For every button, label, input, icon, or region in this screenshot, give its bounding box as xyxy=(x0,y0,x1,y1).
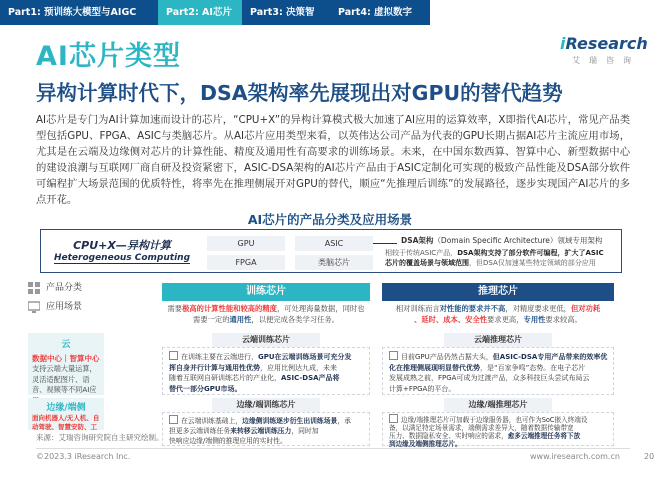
inference-cloud-txt-1-b: 但ASIC-DSA专用产品带来的效率优 xyxy=(492,353,608,361)
asic-to-dsa-arrow xyxy=(373,243,397,244)
inference-chip-header: 推理芯片 xyxy=(382,283,614,301)
edge-category-head: 面向机器人/无人机、自动驾驶、智慧安防、工 xyxy=(32,414,100,431)
tab-part3[interactable]: Part3: 决策智能 xyxy=(242,0,330,25)
logo-i: i xyxy=(560,34,566,53)
tab-part2[interactable]: Part2: AI芯片 xyxy=(158,0,242,25)
training-edge-txt-4: ，同时加 xyxy=(291,427,319,435)
inference-cloud-text xyxy=(389,351,611,394)
inference-desc-1: 相对训练而言 xyxy=(395,304,440,313)
top-tab-bar xyxy=(0,0,660,43)
training-edge-txt-1-b: 边缘侧训练逐步衍生出训练场景 xyxy=(242,417,338,425)
training-edge-panel xyxy=(162,412,370,446)
training-cloud-text xyxy=(169,351,365,394)
dsa-desc-1-bold: DSA架构支持了部分软件可编程，扩大了ASIC xyxy=(457,249,604,257)
logo-wordmark xyxy=(560,34,648,53)
dsa-label-name: DSA架构 xyxy=(401,236,434,245)
heterogeneous-computing-label xyxy=(47,237,197,263)
training-cloud-txt-3: 随着互联网自研训练芯片的产业化， xyxy=(169,374,281,382)
tab-part1[interactable]: Part1: 预训练大模型与AIGC xyxy=(0,0,158,25)
training-edge-txt-1: 在云端训练基础上， xyxy=(181,417,243,425)
dsa-desc-2-rest: ，但DSA仅加速某些特定领域的部分应用 xyxy=(469,259,596,267)
chip-gpu: GPU xyxy=(207,236,285,251)
footer-copyright: ©2023.3 iResearch Inc. xyxy=(36,452,131,461)
tab-part4[interactable]: Part4: 虚拟数字人 xyxy=(330,0,430,25)
inference-edge-txt-2: 备，以满足特定场景需求，端侧需求差异大，随着数据传输带宽 xyxy=(389,424,574,432)
training-cloud-txt-3-b: ASIC-DSA产品将 xyxy=(281,374,340,382)
inference-desc-1-blue: 对性能的要求并不高 xyxy=(439,304,506,313)
training-edge-txt-5: 快响应边缘/端侧的推理应用的实时性。 xyxy=(169,437,287,445)
source-note: 来源：艾瑞咨询研究院自主研究绘制。 xyxy=(36,433,164,442)
checkbox-icon xyxy=(169,351,178,360)
inference-edge-txt-1: 边缘/端推理芯片可加载于边缘服务器，也可作为SoC嵌入终端设 xyxy=(401,416,588,424)
inference-edge-text xyxy=(389,414,611,448)
training-edge-txt-2: ，承 xyxy=(337,417,351,425)
inference-desc-1-rest: ，对精度要求更低， xyxy=(505,304,571,313)
inference-desc-2-rest: 要求更高， xyxy=(487,315,524,324)
intro-paragraph: AI芯片是专门为AI计算加速而设计的芯片，“CPU+X”的异构计算模式极大加速了AI应用的运算效率，X即指代AI芯片，常见产品类型包括GPU、FPGA、ASIC与类脑芯片。从AI芯片应用类型来看，以英伟达公司产品为代表的GPU长期占据AI芯片主流应用市场，尤其是在云端及边缘侧对芯片的计算性能、精度及通用性有高要求的训练场景。未来，在中国东数西算、智算中心、新型数据中心的建设浪潮与互联网厂商自研及投资紧密下，ASIC-DSA架构的AI芯片产品由于ASIC定制化可实现的极致产品性能及DSA部分软件可编程扩大场景范围的优质特性，将率先在推理侧展开对GPU的替代，顺应“先推理后训练”的发展路径，逐步实现国产AI芯片的多点开花。 xyxy=(36,114,630,206)
edge-category xyxy=(28,398,104,430)
checkbox-icon xyxy=(389,414,398,423)
dsa-description xyxy=(385,248,617,268)
training-desc-1: 需要 xyxy=(167,304,183,313)
inference-edge-txt-4-b: 到边缘及端侧推理芯片。 xyxy=(389,440,462,448)
training-edge-text xyxy=(169,415,365,446)
training-desc-2-rest: ，以便完成各类学习任务。 xyxy=(251,315,339,324)
checkbox-icon xyxy=(169,415,178,424)
monitor-icon xyxy=(28,301,40,313)
training-edge-txt-3-b: 来转移云端训练压力 xyxy=(230,427,292,435)
footer-website[interactable]: www.iresearch.com.cn xyxy=(530,452,620,461)
tab-bar-fill xyxy=(430,0,660,25)
heterogeneous-en xyxy=(47,253,197,263)
inference-desc-2-red: 、延时、成本、安全性 xyxy=(414,315,488,324)
scenario-label xyxy=(28,299,106,315)
chip-fpga: FPGA xyxy=(207,255,285,270)
training-cloud-txt-1: 在训练主要在云端进行， xyxy=(181,353,258,361)
inference-desc-2-end: 要求较高。 xyxy=(545,315,582,324)
page-subtitle: 异构计算时代下，DSA架构率先展现出对GPU的替代趋势 xyxy=(36,81,563,105)
checkbox-icon xyxy=(389,351,398,360)
edge-category-name: 边缘/端侧 xyxy=(46,403,86,413)
training-cloud-txt-2-b: 挥自身并行计算与通用性优势 xyxy=(169,363,260,372)
page-number: 20 xyxy=(644,452,655,461)
inference-cloud-txt-3: 发展成熟之前，FPGA可成为过渡产品，众多科技巨头尝试布局云 xyxy=(389,374,590,382)
inference-cloud-txt-4: 计算+FPGA的平台。 xyxy=(389,384,456,393)
inference-desc-1-red: 但对功耗 xyxy=(570,304,601,313)
classification-box xyxy=(40,229,622,273)
heterogeneous-cn: CPU+X—异构计算 xyxy=(73,239,171,252)
heterogeneous-en-text: Heterogeneous Computing xyxy=(53,253,191,263)
product-category-text: 产品分类 xyxy=(46,283,83,293)
grid-icon xyxy=(28,282,40,294)
side-labels xyxy=(28,280,106,315)
inference-cloud-txt-2-b: 化在推理侧展现明显替代优势 xyxy=(389,363,480,372)
training-cloud-txt-4-b: 替代一部分GPU市场。 xyxy=(169,384,242,393)
inference-edge-panel xyxy=(382,412,614,446)
chip-asic: ASIC xyxy=(295,236,373,251)
inference-desc-2-blue: 专用性 xyxy=(523,315,546,324)
inference-edge-txt-3-b: 愈多云端推理任务将下放 xyxy=(507,432,581,440)
inference-cloud-txt-1: 目前GPU产品仍然占据大头， xyxy=(401,353,493,361)
cloud-category-name: 云 xyxy=(61,340,71,350)
footer-divider xyxy=(36,448,630,449)
inference-cloud-header: 云端推理芯片 xyxy=(444,333,552,347)
cloud-category xyxy=(28,333,104,395)
page-title: AI芯片类型 xyxy=(36,41,181,72)
training-requirements xyxy=(162,303,370,325)
inference-edge-txt-3: 压力、数据隐私安全、实时响应的需求， xyxy=(389,432,508,440)
training-chip-header: 训练芯片 xyxy=(162,283,370,301)
dsa-desc-1-pre: 相较于传统ASIC产品， xyxy=(385,249,458,257)
inference-edge-header: 边缘/端推理芯片 xyxy=(444,398,552,412)
product-category-label xyxy=(28,280,106,296)
training-cloud-header: 云端训练芯片 xyxy=(212,333,320,347)
logo-research: Research xyxy=(565,34,648,53)
dsa-label-full: （Domain Specific Architecture）领域专用架构 xyxy=(433,236,603,245)
cloud-category-head: 数据中心｜智算中心 xyxy=(32,354,100,363)
scenario-text: 应用场景 xyxy=(46,302,83,312)
inference-cloud-txt-2: ，是“百家争鸣”态势。在电子芯片 xyxy=(480,363,586,372)
dsa-desc-2-bold: 芯片的覆盖场景与领域范围 xyxy=(385,259,469,267)
inference-requirements xyxy=(382,303,614,325)
logo-subtitle: 艾瑞咨询 xyxy=(572,56,640,65)
training-desc-1-rest: ，可处理海量数据，同时也 xyxy=(276,304,365,313)
training-cloud-panel xyxy=(162,347,370,395)
dsa-label xyxy=(401,235,602,246)
training-cloud-txt-1-b: GPU在云端训练场景可充分发 xyxy=(258,353,352,361)
chip-brain: 类脑芯片 xyxy=(295,255,373,270)
training-edge-txt-3: 担更多云端训练任务 xyxy=(169,427,231,435)
training-edge-header: 边缘/端训练芯片 xyxy=(212,398,320,412)
cloud-category-body: 支持云端大量运算，灵活适配图片、语音、视频等不同AI应 xyxy=(32,364,97,394)
inference-cloud-panel xyxy=(382,347,614,395)
training-cloud-txt-2: ，应用比例达九成，未来 xyxy=(260,363,337,372)
training-desc-2: 需要一定的 xyxy=(193,315,230,324)
training-desc-1-red: 极高的计算性能和较高的精度 xyxy=(182,304,277,313)
training-desc-2-blue: 通用性 xyxy=(229,315,252,324)
iresearch-logo xyxy=(560,34,648,66)
diagram-title: AI芯片的产品分类及应用场景 xyxy=(247,212,413,227)
